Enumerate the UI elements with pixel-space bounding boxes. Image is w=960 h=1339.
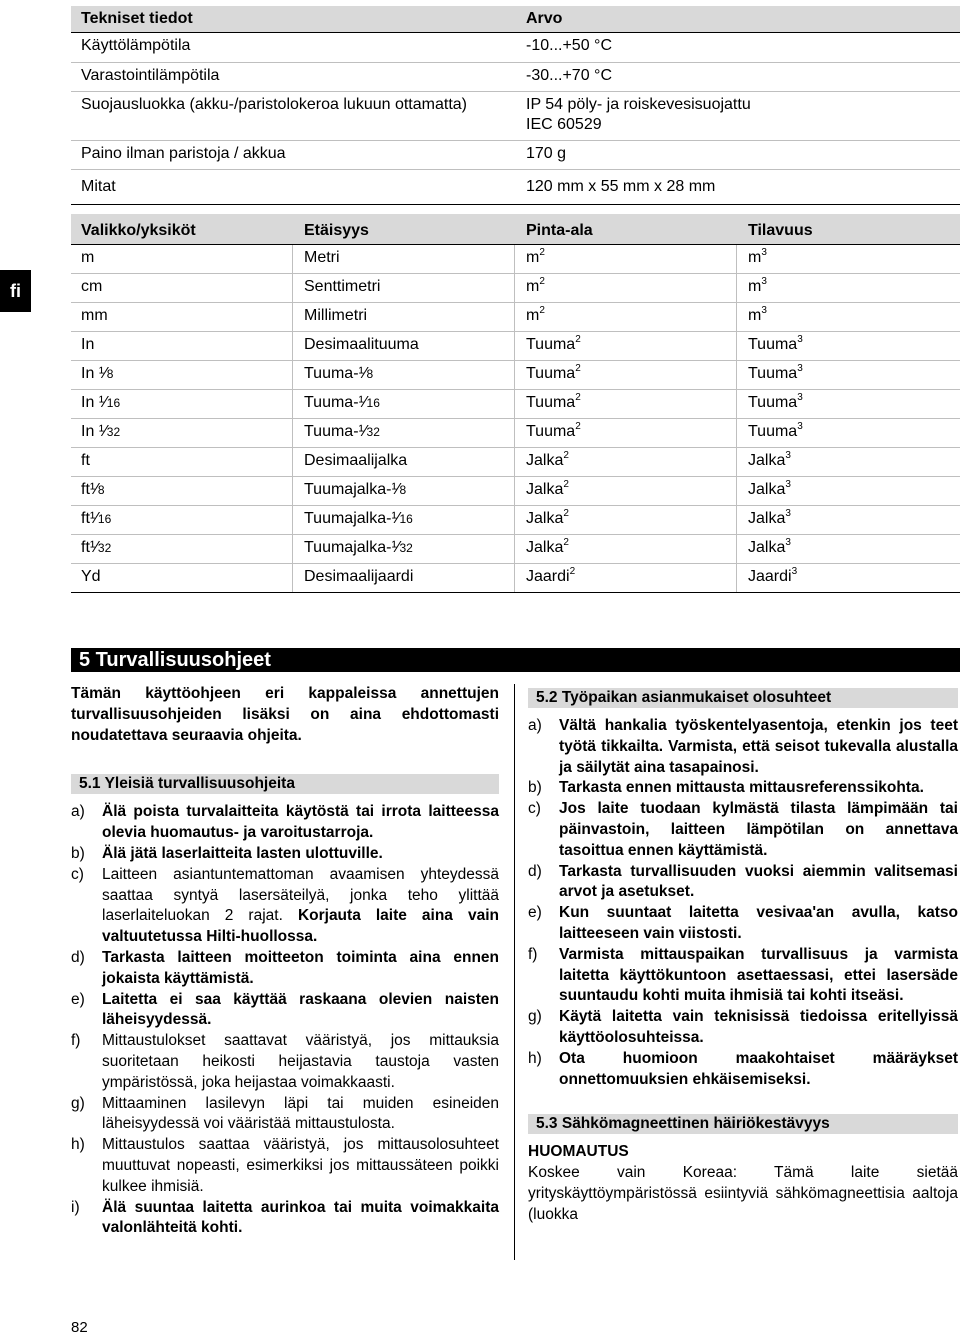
spec-value: 170 g: [526, 145, 567, 162]
language-tab: fi: [0, 270, 31, 312]
unit-area: Jalka$^2$: [526, 508, 569, 527]
table-row: [71, 564, 960, 593]
unit-distance: Tuuma-¹⁄16: [304, 394, 380, 411]
unit-volume: Jalka$^3$: [748, 508, 791, 527]
unit-menu: Yd: [81, 568, 101, 585]
table-row: [71, 361, 960, 390]
spec-label: Varastointilämpötila: [81, 67, 220, 84]
spec-label: Suojausluokka (akku-/paristolokeroa lukuun ottamatta): [81, 96, 467, 113]
unit-area: $m^2$: [526, 276, 545, 295]
subsection-5-2-heading: 5.2 Työpaikan asianmukaiset olosuhteet: [528, 688, 958, 708]
right-column: [528, 688, 958, 1226]
spec-value: -10...+50 °C: [526, 37, 612, 54]
table-row: [71, 245, 960, 274]
unit-area: Tuuma$^2$: [526, 421, 581, 440]
spec-label: Paino ilman paristoja / akkua: [81, 145, 286, 162]
column-divider: [514, 684, 515, 1260]
unit-volume: Jalka$^3$: [748, 450, 791, 469]
units-table-body: [71, 245, 960, 593]
unit-menu: ft¹⁄32: [81, 539, 112, 556]
unit-menu: In ¹⁄8: [81, 365, 114, 382]
list-item: f) Varmista mittauspaikan turvallisuus ja varmista laitetta käyttökuntoon asettaessasi, ettei lasersäde suuntaudu kohti muita ihmisiä tai kohti itseäsi.: [528, 945, 958, 1005]
unit-menu: ft¹⁄8: [81, 481, 105, 498]
list-item: a) Vältä hankalia työskentelyasentoja, etenkin jos teet työtä tikkailta. Varmista, että seisot tukevalla alustalla ja säilytät aina tasapainosi.: [528, 717, 958, 776]
unit-distance: Desimaalituuma: [304, 336, 419, 353]
list-item: a) Älä poista turvalaitteita käytöstä tai irrota laitteessa olevia huomautus- ja varoitustarroja.: [71, 803, 499, 842]
note-heading: HUOMAUTUS: [528, 1143, 629, 1161]
unit-volume: Jalka$^3$: [748, 537, 791, 556]
unit-distance: Millimetri: [304, 307, 368, 324]
subsection-5-1-heading: 5.1 Yleisiä turvallisuusohjeita: [71, 774, 499, 794]
unit-volume: Tuuma$^3$: [748, 421, 803, 440]
unit-volume: $m^3$: [748, 305, 767, 324]
unit-volume: Jaardi$^3$: [748, 566, 798, 585]
unit-area: Tuuma$^2$: [526, 363, 581, 382]
units-header-volume: Tilavuus: [748, 222, 813, 239]
unit-menu: In ¹⁄16: [81, 394, 121, 411]
unit-area: Tuuma$^2$: [526, 334, 581, 353]
list-item: b) Älä jätä laserlaitteita lasten ulottuville.: [71, 844, 383, 862]
unit-area: Tuuma$^2$: [526, 392, 581, 411]
subsection-5-2-list: [528, 716, 958, 1090]
spec-value: -30...+70 °C: [526, 67, 612, 84]
unit-volume: Tuuma$^3$: [748, 363, 803, 382]
specs-table: [71, 6, 960, 205]
specs-header-label: Tekniset tiedot: [81, 10, 193, 27]
left-column: [71, 684, 499, 1239]
table-row: [71, 92, 960, 141]
unit-distance: Metri: [304, 249, 340, 266]
unit-distance: Tuumajalka-¹⁄32: [304, 539, 413, 556]
list-item: g) Käytä laitetta vain teknisissä tiedoissa eritellyissä käyttöolosuhteissa.: [528, 1008, 958, 1046]
table-row: [71, 448, 960, 477]
unit-distance: Tuumajalka-¹⁄16: [304, 510, 413, 527]
subsection-5-3-heading: 5.3 Sähkömagneettinen häiriökestävyys: [528, 1114, 958, 1134]
list-item: h) Ota huomioon maakohtaiset määräykset onnettomuuksien ehkäisemiseksi.: [528, 1049, 958, 1088]
unit-volume: $m^3$: [748, 276, 767, 295]
units-header-area: Pinta-ala: [526, 222, 593, 239]
table-row: [71, 141, 960, 170]
unit-area: Jalka$^2$: [526, 450, 569, 469]
unit-menu: In: [81, 336, 95, 353]
table-row: [71, 535, 960, 564]
list-item: e) Kun suuntaat laitetta vesivaa'an avulla, katso laitteeseen vain viistosti.: [528, 904, 958, 942]
spec-label: Mitat: [81, 178, 116, 195]
table-row: [71, 390, 960, 419]
list-item: d) Tarkasta turvallisuuden vuoksi aiemmin valitsemasi arvot ja asetukset.: [528, 862, 958, 901]
unit-volume: Tuuma$^3$: [748, 334, 803, 353]
section-intro: Tämän käyttöohjeen eri kappaleissa annettujen turvallisuusohjeiden lisäksi on aina ehdottomasti noudatettava seuraavia ohjeita.: [71, 685, 499, 744]
table-row: [71, 274, 960, 303]
list-item: i) Älä suuntaa laitetta aurinkoa tai muita voimakkaita valonlähteitä kohti.: [71, 1198, 499, 1237]
list-item: e) Laitetta ei saa käyttää raskaana olevien naisten läheisyydessä.: [71, 990, 499, 1029]
unit-area: $m^2$: [526, 305, 545, 324]
list-item: h) Mittaustulos saattaa vääristyä, jos mittausolosuhteet muuttuvat nopeasti, esimerkiksi jos mittaussäteen poikki kulkee ihmisiä.: [71, 1136, 499, 1195]
table-row: [71, 170, 960, 205]
table-row: [71, 506, 960, 535]
unit-distance: Tuuma-¹⁄8: [304, 365, 374, 382]
specs-header-value: Arvo: [526, 10, 563, 27]
list-item: c) Jos laite tuodaan kylmästä tilasta lämpimään tai päinvastoin, laitteen lämpötilan on annettava tasoittua ennen käyttämistä.: [528, 800, 958, 859]
unit-menu: ft: [81, 452, 90, 469]
units-table-header: [71, 214, 960, 245]
units-header-menu: Valikko/yksiköt: [81, 222, 196, 239]
units-table: [71, 214, 960, 593]
section-title: 5 Turvallisuusohjeet: [71, 648, 960, 672]
unit-distance: Tuuma-¹⁄32: [304, 423, 380, 440]
unit-menu: cm: [81, 278, 103, 295]
note-text: Koskee vain Koreaa: Tämä laite sietää yrityskäyttöympäristössä esiintyviä sähkömagneettisia aaltoja (luokka: [528, 1164, 958, 1223]
list-item: f) Mittaustulokset saattavat vääristyä, jos mittauksia suoritetaan heikosti heijastavia taustoja vasten ympäristössä, joka heijastaa voimakkaasti.: [71, 1032, 499, 1091]
table-row: [71, 332, 960, 361]
unit-area: Jalka$^2$: [526, 479, 569, 498]
list-item: g) Mittaaminen lasilevyn läpi tai muiden esineiden läheisyydessä voi vääristää mittaustulosta.: [71, 1094, 499, 1133]
list-item: c) Laitteen asiantuntemattoman avaamisen yhteydessä saattaa syntyä lasersäteilyä, jonka teho ylittää laserlaiteluokan 2 rajat. Korjauta laite aina vain valtuutetussa Hilti-huollossa.: [71, 865, 499, 946]
unit-volume: Tuuma$^3$: [748, 392, 803, 411]
unit-area: Jaardi$^2$: [526, 566, 576, 585]
spec-value: 120 mm x 55 mm x 28 mm: [526, 178, 716, 195]
unit-menu: m: [81, 249, 95, 266]
unit-area: $m^2$: [526, 247, 545, 266]
unit-menu: In ¹⁄32: [81, 423, 121, 440]
unit-volume: $m^3$: [748, 247, 767, 266]
unit-menu: ft¹⁄16: [81, 510, 112, 527]
table-row: [71, 63, 960, 92]
table-row: [71, 477, 960, 506]
unit-distance: Desimaalijalka: [304, 452, 408, 469]
unit-distance: Desimaalijaardi: [304, 568, 414, 585]
unit-volume: Jalka$^3$: [748, 479, 791, 498]
unit-area: Jalka$^2$: [526, 537, 569, 556]
table-row: [71, 303, 960, 332]
table-row: [71, 33, 960, 63]
spec-value: IP 54 pöly- ja roiskevesisuojattu: [526, 96, 751, 113]
table-row: [71, 419, 960, 448]
units-header-distance: Etäisyys: [304, 222, 369, 239]
list-item: b) Tarkasta ennen mittausta mittausreferenssikohta.: [528, 779, 924, 797]
unit-menu: mm: [81, 307, 108, 324]
subsection-5-1-list: [71, 802, 499, 1239]
specs-table-header: [71, 6, 960, 33]
spec-value-line2: IEC 60529: [526, 116, 602, 133]
unit-distance: Senttimetri: [304, 278, 381, 295]
unit-distance: Tuumajalka-¹⁄8: [304, 481, 407, 498]
page-number: 82: [71, 1319, 88, 1336]
spec-label: Käyttölämpötila: [81, 37, 191, 54]
list-item: d) Tarkasta laitteen moitteeton toiminta aina ennen jokaista käyttämistä.: [71, 948, 499, 987]
